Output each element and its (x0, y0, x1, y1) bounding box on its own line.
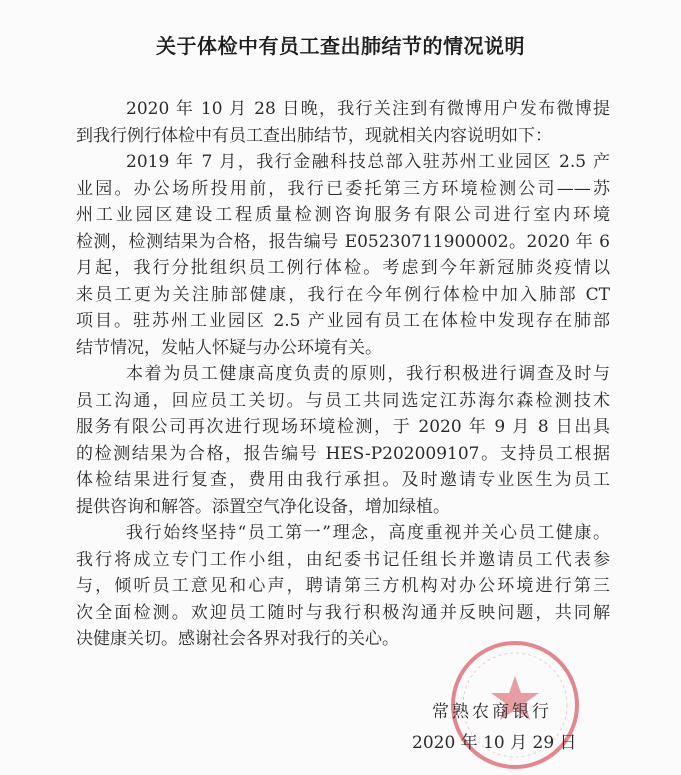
paragraph (76, 96, 610, 149)
signature-organization: 常熟农商银行 (432, 702, 552, 722)
text-line: 2020 年 10 月 28 日晚，我行关注到有微博用户发布微博提 (126, 99, 610, 119)
paragraph (76, 149, 610, 361)
text-line: 我行始终坚持“员工第一”理念，高度重视并关心员工健康。 (126, 523, 610, 543)
text-line: 州工业园区建设工程质量检测咨询服务有限公司进行室内环境 (76, 205, 610, 225)
text-line: 次全面检测。欢迎员工随时与我行积极沟通并反映问题，共同解 (76, 602, 610, 623)
text-line: 来员工更为关注肺部健康，我行在今年例行体检中加入肺部 CT (76, 284, 610, 305)
text-line: 提供咨询和解答。添置空气净化设备，增加绿植。 (76, 496, 450, 517)
text-line: 决健康关切。感谢社会各界对我行的关心。 (76, 629, 399, 649)
text-line: 的检测结果为合格，报告编号 HES-P202009107。支持员工根据 (76, 443, 610, 464)
text-line: 月起，我行分批组织员工例行体检。考虑到今年新冠肺炎疫情以 (76, 258, 610, 278)
text-line: 我行将成立专门工作小组，由纪委书记任组长并邀请员工代表参 (76, 549, 610, 570)
paragraph (76, 520, 610, 653)
text-line: 2019 年 7 月，我行金融科技总部入驻苏州工业园区 2.5 产 (126, 152, 610, 172)
text-line: 业园。办公场所投用前，我行已委托第三方环境检测公司——苏 (76, 178, 610, 199)
text-line: 员工沟通，回应员工关切。与员工共同选定江苏海尔森检测技术 (76, 390, 610, 411)
text-line: 结节情况，发帖人怀疑与办公环境有关。 (76, 337, 382, 358)
text-line: 体检结果进行复查，费用由我行承担。及时邀请专业医生为员工 (76, 470, 610, 490)
text-line: 与，倾听员工意见和心声，聘请第三方机构对办公环境进行第三 (76, 576, 610, 596)
text-line: 项目。驻苏州工业园区 2.5 产业园有员工在体检中发现存在肺部 (76, 311, 610, 331)
text-line: 检测，检测结果为合格，报告编号 E05230711900002。2020 年 6 (76, 231, 610, 252)
paragraph (76, 361, 610, 520)
text-line: 本着为员工健康高度负责的原则，我行积极进行调查及时与 (126, 364, 610, 384)
document-title: 关于体检中有员工查出肺结节的情况说明 (156, 34, 525, 58)
document-body (76, 96, 610, 653)
text-line: 到我行例行体检中有员工查出肺结节，现就相关内容说明如下： (76, 125, 552, 146)
text-line: 服务有限公司再次进行现场环境检测，于 2020 年 9 月 8 日出具 (76, 417, 610, 437)
signature-date: 2020 年 10 月 29 日 (412, 733, 577, 753)
